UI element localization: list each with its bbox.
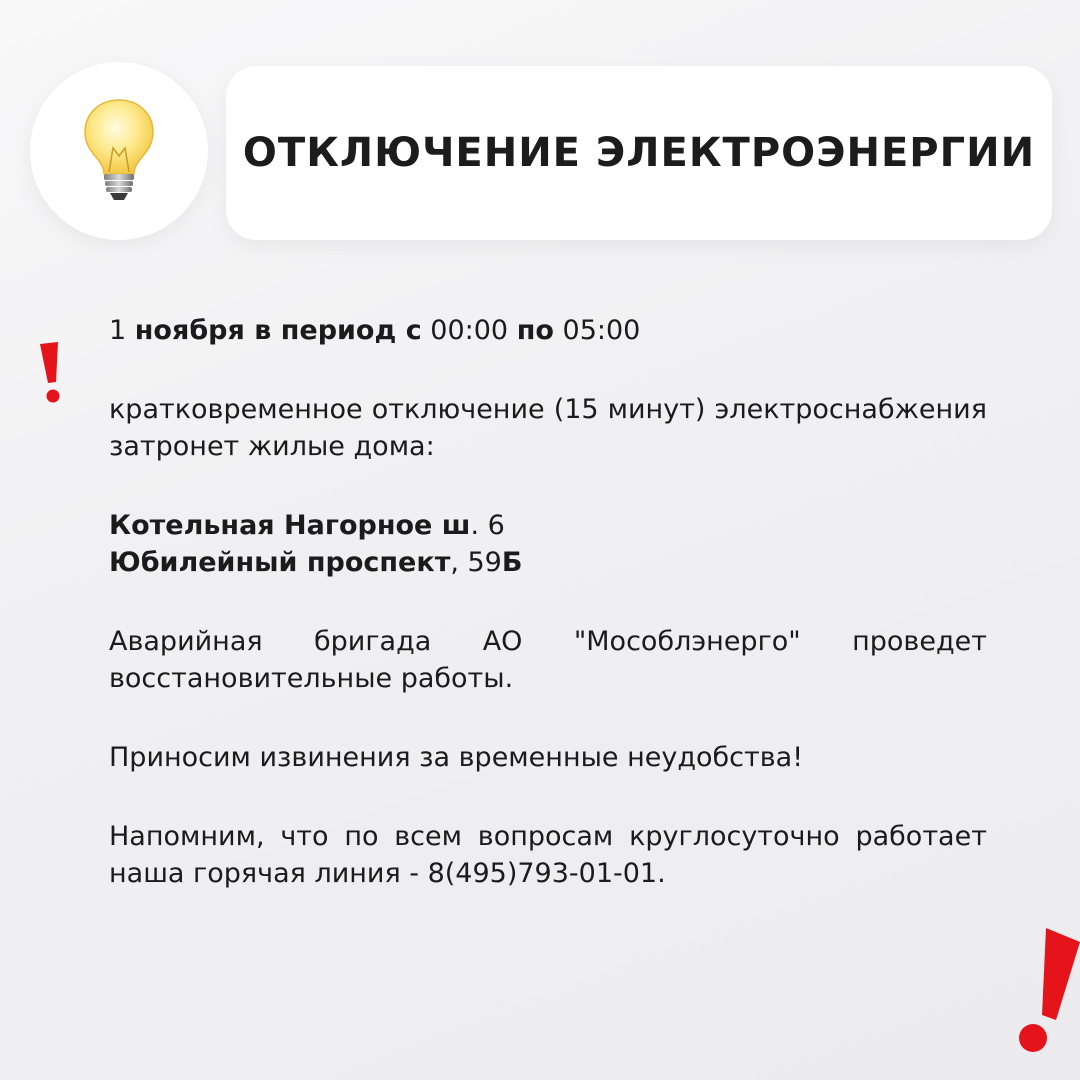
schedule-day: 1 bbox=[109, 315, 127, 346]
brigade-word: Аварийная bbox=[109, 626, 263, 657]
address-item bbox=[109, 544, 987, 581]
reminder-line-2: наша горячая линия - 8(495)793-01-01. bbox=[109, 858, 666, 889]
brigade-line-1 bbox=[109, 623, 987, 660]
page-title: ОТКЛЮЧЕНИЕ ЭЛЕКТРОЭНЕРГИИ bbox=[242, 130, 1036, 176]
notice-body bbox=[109, 312, 987, 934]
address-number-letter: Б bbox=[501, 547, 523, 578]
notice-word: отключение bbox=[371, 394, 545, 425]
notice-word: (15 bbox=[553, 394, 599, 425]
brigade-paragraph bbox=[109, 623, 987, 697]
address-street: Юбилейный проспект bbox=[109, 547, 451, 578]
address-number: , 59 bbox=[450, 547, 502, 578]
brigade-word: бригада bbox=[314, 626, 432, 657]
schedule-to: по bbox=[516, 315, 554, 346]
reminder-line-1 bbox=[109, 818, 987, 855]
notice-line-2: затронет жилые дома: bbox=[109, 431, 435, 462]
schedule-start: 00:00 bbox=[430, 315, 509, 346]
reminder-word: по bbox=[344, 821, 379, 852]
address-item bbox=[109, 507, 987, 544]
schedule-month-period: ноября в период с bbox=[134, 315, 422, 346]
schedule-line bbox=[109, 312, 987, 349]
icon-badge bbox=[30, 62, 208, 240]
reminder-word: вопросам bbox=[477, 821, 614, 852]
notice-line-1 bbox=[109, 391, 987, 428]
reminder-word: всем bbox=[394, 821, 463, 852]
address-list bbox=[109, 507, 987, 581]
brigade-word: "Мособлэнерго" bbox=[573, 626, 801, 657]
reminder-word: работает bbox=[855, 821, 987, 852]
address-number: . 6 bbox=[470, 510, 505, 541]
brigade-word: проведет bbox=[852, 626, 987, 657]
brigade-word: АО bbox=[482, 626, 523, 657]
reminder-word: что bbox=[280, 821, 329, 852]
notice-word: минут) bbox=[607, 394, 706, 425]
brigade-line-2: восстановительные работы. bbox=[109, 663, 514, 694]
reminder-word: круглосуточно bbox=[629, 821, 840, 852]
reminder-word: Напомним, bbox=[109, 821, 265, 852]
notice-paragraph bbox=[109, 391, 987, 465]
apology-text: Приносим извинения за временные неудобства! bbox=[109, 742, 804, 773]
address-street: Котельная Нагорное ш bbox=[109, 510, 471, 541]
schedule-end: 05:00 bbox=[562, 315, 641, 346]
title-card bbox=[226, 66, 1052, 240]
notice-word: электроснабжения bbox=[714, 394, 987, 425]
exclamation-icon-left bbox=[30, 340, 80, 410]
exclamation-icon-right bbox=[1000, 920, 1080, 1080]
notice-word: кратковременное bbox=[109, 394, 363, 425]
light-bulb-icon bbox=[79, 96, 159, 206]
reminder-paragraph bbox=[109, 818, 987, 892]
